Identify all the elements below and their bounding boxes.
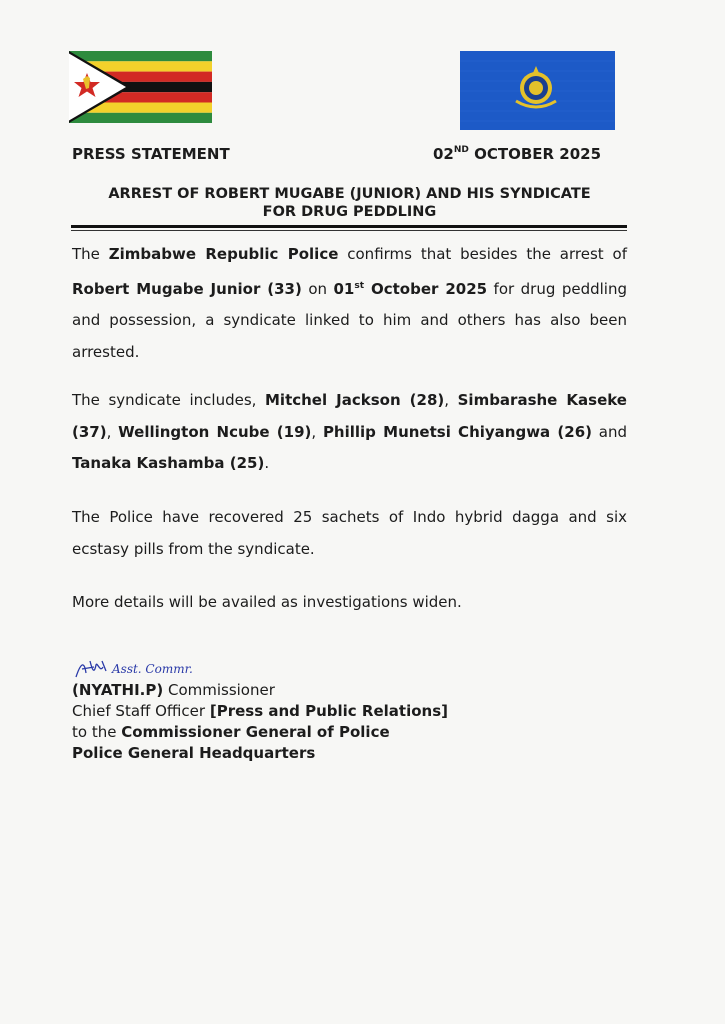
police-flag-icon: [460, 51, 615, 130]
title-divider: [71, 225, 627, 228]
signature-block: [72, 680, 448, 764]
svg-text:Asst. Commr.: Asst. Commr.: [112, 662, 193, 676]
statement-date: 02ND OCTOBER 2025: [433, 145, 602, 163]
paragraph-details: More details will be availed as investigations widen.: [72, 593, 462, 611]
paragraph-syndicate: The syndicate includes, Mitchel Jackson (28), Simbarashe Kaseke (37), Wellington Ncube (19), Phillip Munetsi Chiyangwa (26) and Tanaka Kashamba (25).: [72, 391, 627, 472]
signatory-hq: Police General Headquarters: [72, 744, 316, 762]
signatory-name: (NYATHI.P) Commissioner: [72, 681, 275, 699]
statement-title: ARREST OF ROBERT MUGABE (JUNIOR) AND HIS SYNDICATE FOR DRUG PEDDLING: [108, 186, 591, 220]
signatory-office: to the Commissioner General of Police: [72, 723, 390, 741]
paragraph-arrest: The Zimbabwe Republic Police confirms that besides the arrest of Robert Mugabe Junior (33) on 01st October 2025 for drug peddling and possession, a syndicate linked to him and others has also been arrested.: [72, 245, 627, 361]
signatory-title: Chief Staff Officer [Press and Public Relations]: [72, 702, 448, 720]
signature-icon: [72, 651, 222, 683]
press-statement-label: PRESS STATEMENT: [72, 145, 230, 163]
paragraph-recovered: The Police have recovered 25 sachets of Indo hybrid dagga and six ecstasy pills from the syndicate.: [72, 508, 627, 558]
zimbabwe-flag-icon: [69, 51, 212, 123]
title-divider-thin: [71, 230, 627, 231]
